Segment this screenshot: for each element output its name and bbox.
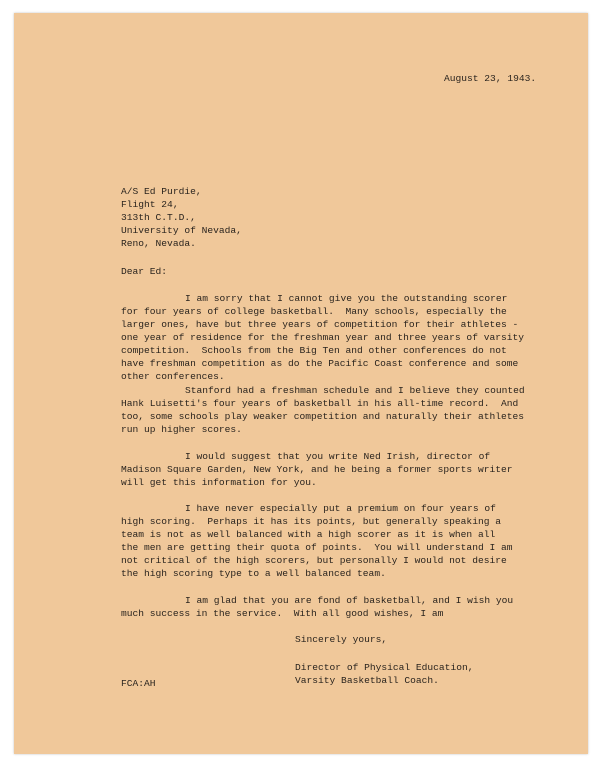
address-line: 313th C.T.D., [121, 212, 196, 223]
body-line: the high scoring type to a well balanced team. [121, 568, 386, 579]
body-line: not critical of the high scorers, but personally I would not desire [121, 555, 507, 566]
body-line: I have never especially put a premium on four years of [185, 503, 496, 514]
address-line: Reno, Nevada. [121, 238, 196, 249]
body-line: too, some schools play weaker competition and naturally their athletes [121, 411, 525, 422]
body-line: Madison Square Garden, New York, and he being a former sports writer [121, 464, 513, 475]
body-line: Hank Luisetti's four years of basketball in his all-time record. And [121, 398, 519, 409]
body-line: have freshman competition as do the Pacific Coast conference and some [121, 358, 519, 369]
body-line: high scoring. Perhaps it has its points, but generally speaking a [121, 516, 501, 527]
address-line: Flight 24, [121, 199, 179, 210]
letter-page [14, 13, 588, 754]
signature-title-line: Director of Physical Education, [295, 662, 474, 673]
signature-title-line: Varsity Basketball Coach. [295, 675, 439, 686]
address-line: University of Nevada, [121, 225, 242, 236]
body-line: much success in the service. With all good wishes, I am [121, 608, 444, 619]
body-line: other conferences. [121, 371, 225, 382]
typist-initials: FCA:AH [121, 678, 156, 689]
body-line: one year of residence for the freshman year and three years of varsity [121, 332, 525, 343]
address-line: A/S Ed Purdie, [121, 186, 202, 197]
salutation: Dear Ed: [121, 266, 168, 277]
body-line: Stanford had a freshman schedule and I believe they counted [185, 385, 525, 396]
letter-date: August 23, 1943. [444, 73, 537, 84]
body-line: the men are getting their quota of points. You will understand I am [121, 542, 513, 553]
body-line: team is not as well balanced with a high scorer as it is when all [121, 529, 496, 540]
body-line: run up higher scores. [121, 424, 242, 435]
body-line: competition. Schools from the Big Ten and other conferences do not [121, 345, 507, 356]
closing: Sincerely yours, [295, 634, 388, 645]
body-line: will get this information for you. [121, 477, 317, 488]
body-line: larger ones, have but three years of competition for their athletes - [121, 319, 519, 330]
body-line: for four years of college basketball. Many schools, especially the [121, 306, 507, 317]
body-line: I would suggest that you write Ned Irish, director of [185, 451, 491, 462]
body-line: I am glad that you are fond of basketball, and I wish you [185, 595, 514, 606]
body-line: I am sorry that I cannot give you the outstanding scorer [185, 293, 508, 304]
